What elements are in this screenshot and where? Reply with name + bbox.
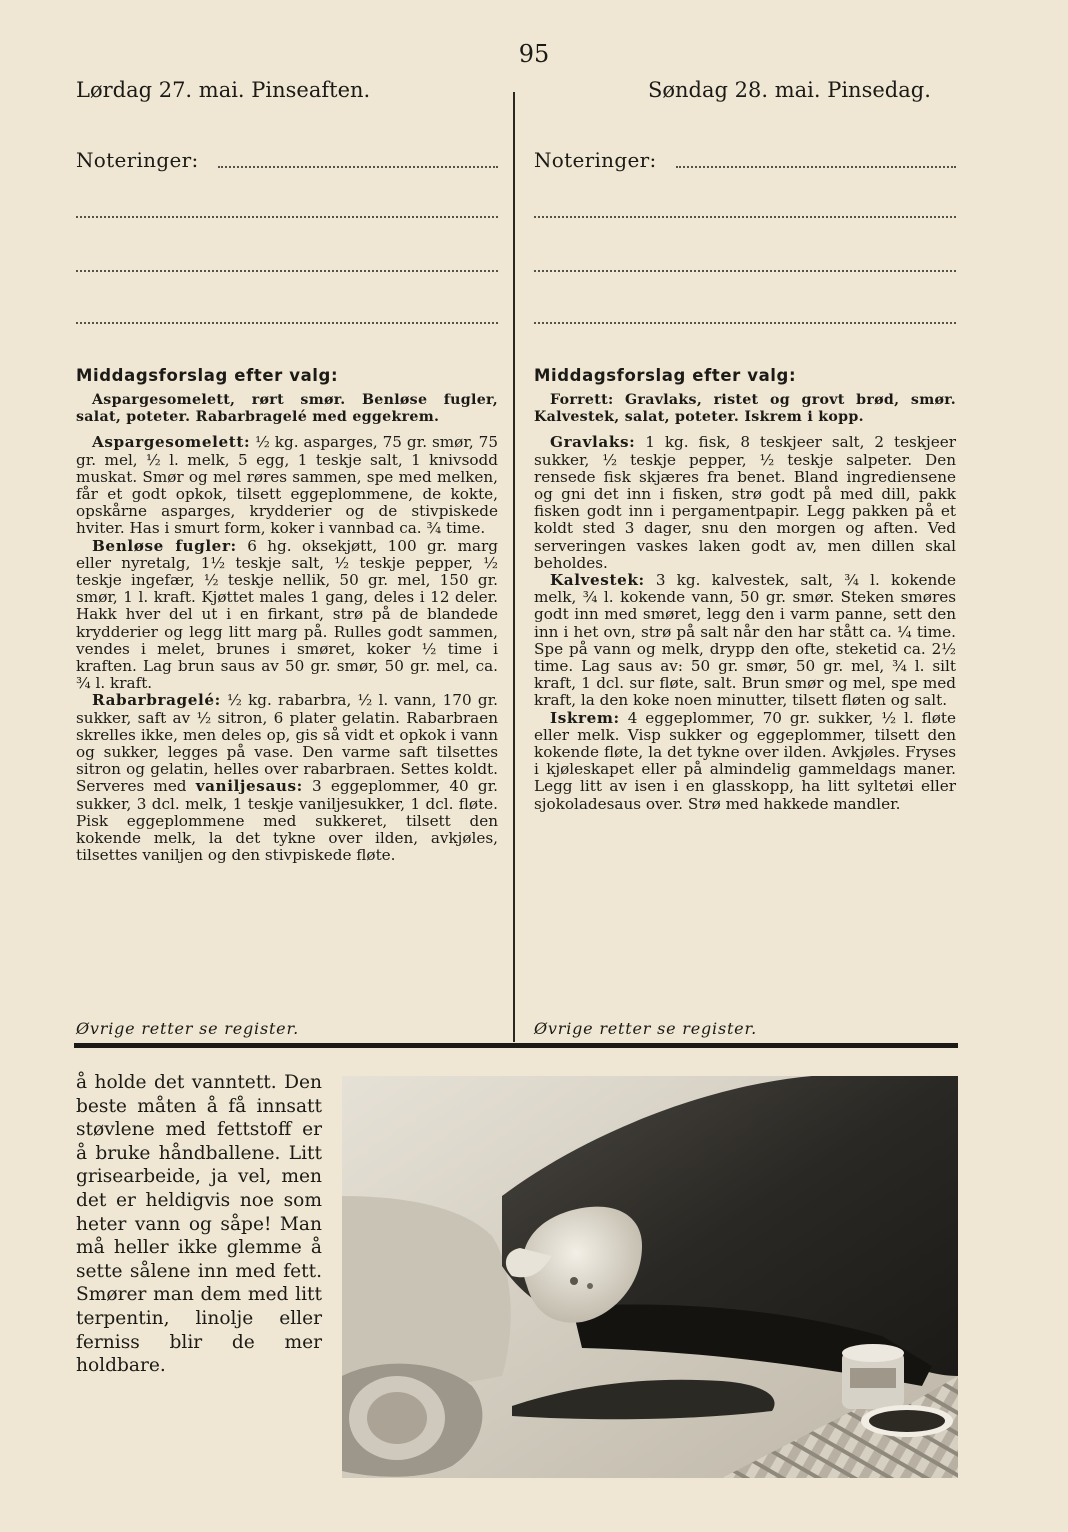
right-notes-label-text: Noteringer: [534,148,657,172]
right-other-dishes: Øvrige retter se register. [534,1019,758,1038]
left-notes-line-3 [76,268,498,272]
recipe-aspargesomelett [76,434,498,537]
column-divider [513,92,515,1042]
recipe-rabarbragele [76,692,498,864]
left-notes-line-2 [76,214,498,218]
recipe-name: Aspargesomelett: [92,433,251,452]
right-notes-line-3 [534,268,956,272]
recipe-name: Gravlaks: [550,433,636,452]
right-notes-label [534,148,657,172]
boot-greasing-photo [342,1076,958,1478]
recipe-text: ½ kg. rabarbra, ½ l. vann, 170 gr. sukker, saft av ½ sitron, 6 plater gelatin. Rabarbraen skrelles ikke, men deles op, gis så vidt et opkok i vann og sukker, legges på vase. Den varme saft tilsettes sitron og gelatin, helles over rabarbraen. Settes koldt. Serveres med [76,691,499,796]
recipe-kalvestek [534,572,956,710]
left-menu-suggestions: Aspargesomelett, rørt smør. Benløse fugler, salat, poteter. Rabarbragelé med eggekrem. [76,392,498,426]
right-notes-line-4 [534,320,956,324]
horizontal-rule [74,1043,958,1048]
right-notes-line-1 [676,164,956,168]
page-number: 95 [518,40,550,68]
recipe-iskrem [534,710,956,813]
recipe-name: Rabarbragelé: [92,691,221,710]
right-recipes [534,392,956,813]
recipe-text-vaniljesaus: 3 eggeplommer, 40 gr. sukker, 3 dcl. melk, 1 teskje vaniljesukker, 1 dcl. fløte. Pisk eggeplommene med sukkeret, tilsett den kokende melk, la det tykne over ilden, avkjøles, tilsettes vaniljen og den stivpiskede fløte. [76,777,498,865]
recipe-benlose-fugler [76,538,498,693]
recipe-text: 3 kg. kalvestek, salt, ¾ l. kokende melk, ¾ l. kokende vann, 50 gr. smør. Steken smøres godt inn med smøret, legg den i varm panne, sett den inn i het ovn, strø på salt når den har stått ca. ¼ time. Spe på vann og melk, drypp den ofte, steketid ca. 2½ time. Lag saus av: 50 gr. smør, 50 gr. mel, ¾ l. silt kraft, 1 dcl. sur fløte, salt. Brun smør og mel, spe med kraft, la den koke noen minutter, tilsett fløten og salt. [534,571,956,710]
left-menu-title: Middagsforslag efter valg: [76,366,339,385]
left-notes-label-text: Noteringer: [76,148,199,172]
recipe-text: 4 eggeplommer, 70 gr. sukker, ½ l. fløte eller melk. Visp sukker og eggeplommer, tilsett den kokende fløte, la det tykne over ilden. Avkjøles. Fryses i kjøleskapet eller på almindelig gammeldags maner. Legg litt av isen i en glasskopp, ha litt syltetøi eller sjokoladesaus over. Strø med hakkede mandler. [534,708,957,813]
right-menu-title: Middagsforslag efter valg: [534,366,797,385]
left-day-heading: Lørdag 27. mai. Pinseaften. [76,78,371,102]
right-menu-suggestions: Forrett: Gravlaks, ristet og grovt brød, smør. Kalvestek, salat, poteter. Iskrem i kopp. [534,392,956,426]
right-day-heading: Søndag 28. mai. Pinsedag. [648,78,931,102]
recipe-text: 1 kg. fisk, 8 teskjeer salt, 2 teskjeer sukker, ½ teskje pepper, ½ teskje salpeter. Den rensede fisk skjæres fra benet. Bland ingrediensene og gni det inn i fisken, strø godt på med dill, pakk fisken godt inn i pergamentpapir. Legg pakken på et koldt sted 3 dager, snu den morgen og aften. Ved serveringen vaskes laken godt av, men dillen skal beholdes. [534,433,957,572]
photo-illustration [342,1076,958,1478]
left-recipes [76,392,498,864]
recipe-name: Kalvestek: [550,571,645,590]
bottom-article-text: å holde det vanntett. Den beste måten å få innsatt støvlene med fettstoff er å bruke håndballene. Litt grisearbeide, ja vel, men det er heldigvis noe som heter vann og såpe! Man må heller ikke glemme å sette sålene inn med fett. Smører man dem med litt terpentin, linolje eller ferniss blir de mer holdbare. [76,1072,322,1377]
left-other-dishes: Øvrige retter se register. [76,1019,300,1038]
recipe-text: 6 hg. oksekjøtt, 100 gr. marg eller nyretalg, 1½ teskje salt, ½ teskje pepper, ½ teskje ingefær, ½ teskje nellik, 50 gr. mel, 150 gr. smør, 1 l. kraft. Kjøttet males 1 gang, deles i 12 deler. Hakk hver del ut i en firkant, strø på de blandede krydderier og legg litt marg på. Rulles godt sammen, vendes i melet, brunes i smøret, koker ½ time i kraften. Lag brun saus av 50 gr. smør, 50 gr. mel, ca. ¾ l. kraft. [76,536,499,693]
recipe-name: Benløse fugler: [92,536,237,555]
recipe-gravlaks [534,434,956,572]
left-notes-line-4 [76,320,498,324]
left-notes-line-1 [218,164,498,168]
recipe-name-vaniljesaus: vaniljesaus: [195,777,303,796]
recipe-text: ½ kg. asparges, 75 gr. smør, 75 gr. mel, ½ l. melk, 5 egg, 1 teskje salt, 1 knivsodd muskat. Smør og mel røres sammen, spe med melken, får et godt opkok, tilsett eggeplommene, de kokte, opskårne asparges, krydderier og de stivpiskede hviter. Has i smurt form, koker i vannbad ca. ¾ time. [76,433,498,538]
recipe-name: Iskrem: [550,708,620,727]
right-notes-line-2 [534,214,956,218]
left-notes-label [76,148,199,172]
